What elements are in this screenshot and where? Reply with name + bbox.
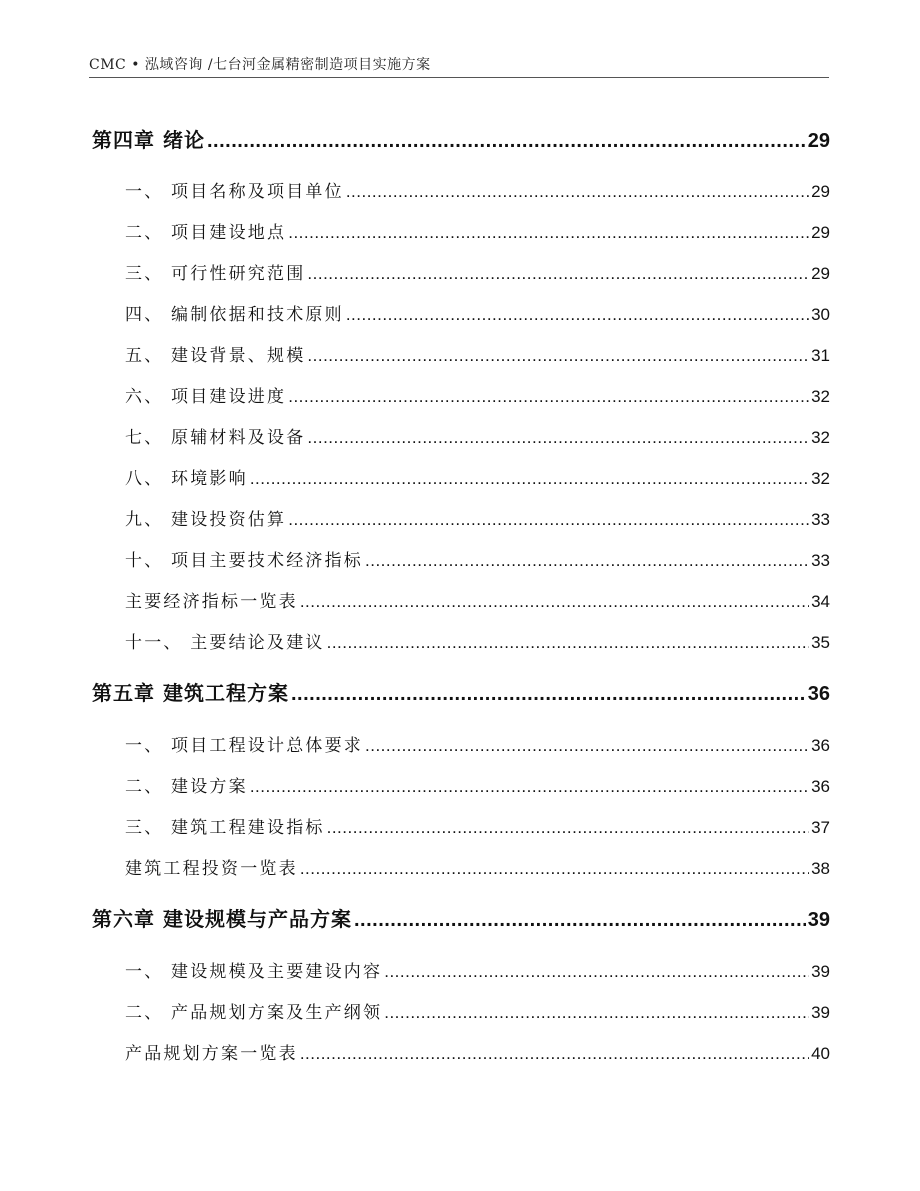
toc-dot-leader bbox=[384, 962, 809, 982]
toc-entry-label: 六、 项目建设进度 bbox=[125, 387, 287, 407]
toc-entry[interactable] bbox=[125, 300, 830, 325]
toc-entry[interactable] bbox=[125, 218, 830, 243]
toc-entry[interactable] bbox=[125, 813, 830, 838]
toc-chapter-4[interactable] bbox=[92, 124, 830, 153]
toc-dot-leader bbox=[307, 264, 809, 284]
toc-dot-leader bbox=[327, 818, 809, 838]
toc-entry[interactable] bbox=[125, 587, 830, 612]
toc-entry[interactable] bbox=[125, 341, 830, 366]
toc-entry-label: 四、 编制依据和技术原则 bbox=[125, 305, 344, 325]
toc-page-number: 40 bbox=[811, 1044, 830, 1063]
toc-page-number: 29 bbox=[811, 264, 830, 283]
toc-entry[interactable] bbox=[125, 423, 830, 448]
toc-page-number: 32 bbox=[811, 469, 830, 488]
toc-dot-leader bbox=[384, 1003, 809, 1023]
toc-dot-leader bbox=[346, 182, 809, 202]
toc-entry[interactable] bbox=[125, 505, 830, 530]
toc-page-number: 30 bbox=[811, 305, 830, 324]
toc-page-number: 29 bbox=[811, 182, 830, 201]
toc-page-number: 32 bbox=[811, 387, 830, 406]
toc-entry-label: 一、 项目工程设计总体要求 bbox=[125, 736, 364, 756]
toc-dot-leader bbox=[354, 909, 806, 932]
toc-entry[interactable] bbox=[125, 382, 830, 407]
toc-entry-label: 主要经济指标一览表 bbox=[125, 592, 298, 612]
toc-chapter-6[interactable] bbox=[92, 903, 830, 932]
toc-entry-label: 三、 可行性研究范围 bbox=[125, 264, 306, 284]
toc-entry-label: 八、 环境影响 bbox=[125, 469, 248, 489]
toc-page-number: 39 bbox=[811, 962, 830, 981]
toc-entry[interactable] bbox=[125, 464, 830, 489]
toc-page-number: 33 bbox=[811, 551, 830, 570]
toc-dot-leader bbox=[300, 859, 809, 879]
toc-entry[interactable] bbox=[125, 772, 830, 797]
toc-dot-leader bbox=[288, 223, 809, 243]
toc-entry-label: 七、 原辅材料及设备 bbox=[125, 428, 306, 448]
toc-entry-label: 第五章 建筑工程方案 bbox=[92, 681, 289, 705]
toc-page-number: 37 bbox=[811, 818, 830, 837]
toc-dot-leader bbox=[346, 305, 809, 325]
toc-entry-label: 第四章 绪论 bbox=[92, 128, 205, 152]
toc-dot-leader bbox=[291, 683, 806, 706]
toc-page-number: 39 bbox=[811, 1003, 830, 1022]
toc-page-number: 38 bbox=[811, 859, 830, 878]
toc-entry-label: 五、 建设背景、规模 bbox=[125, 346, 306, 366]
toc-page-number: 29 bbox=[811, 223, 830, 242]
toc-dot-leader bbox=[307, 346, 809, 366]
toc-entry-label: 二、 建设方案 bbox=[125, 777, 248, 797]
toc-dot-leader bbox=[207, 130, 806, 153]
toc-page-number: 36 bbox=[811, 736, 830, 755]
toc-page-number: 31 bbox=[811, 346, 830, 365]
toc-entry-label: 十一、 主要结论及建议 bbox=[125, 633, 325, 653]
toc-entry-label: 一、 项目名称及项目单位 bbox=[125, 182, 344, 202]
toc-page-number: 32 bbox=[811, 428, 830, 447]
toc-page-number: 36 bbox=[807, 683, 830, 705]
toc-dot-leader bbox=[327, 633, 809, 653]
toc-entry-label: 十、 项目主要技术经济指标 bbox=[125, 551, 364, 571]
toc-dot-leader bbox=[250, 777, 809, 797]
toc-dot-leader bbox=[365, 736, 809, 756]
toc-page-number: 36 bbox=[811, 777, 830, 796]
toc-entry-label: 第六章 建设规模与产品方案 bbox=[92, 907, 352, 931]
toc-dot-leader bbox=[300, 592, 809, 612]
toc-entry[interactable] bbox=[125, 854, 830, 879]
toc-entry-label: 三、 建筑工程建设指标 bbox=[125, 818, 325, 838]
toc-entry[interactable] bbox=[125, 957, 830, 982]
toc-page-number: 29 bbox=[807, 130, 830, 152]
toc-entry[interactable] bbox=[125, 628, 830, 653]
toc-dot-leader bbox=[288, 510, 809, 530]
running-header: CMC • 泓域咨询 /七台河金属精密制造项目实施方案 bbox=[89, 57, 431, 73]
toc-entry-label: 一、 建设规模及主要建设内容 bbox=[125, 962, 383, 982]
toc-entry-label: 产品规划方案一览表 bbox=[125, 1044, 298, 1064]
toc-dot-leader bbox=[288, 387, 809, 407]
toc-dot-leader bbox=[300, 1044, 809, 1064]
toc-entry[interactable] bbox=[125, 177, 830, 202]
toc-entry-label: 二、 项目建设地点 bbox=[125, 223, 287, 243]
toc-entry-label: 九、 建设投资估算 bbox=[125, 510, 287, 530]
toc-dot-leader bbox=[250, 469, 809, 489]
toc-entry[interactable] bbox=[125, 259, 830, 284]
toc-page-number: 35 bbox=[811, 633, 830, 652]
toc-entry[interactable] bbox=[125, 998, 830, 1023]
toc-page-number: 33 bbox=[811, 510, 830, 529]
toc-dot-leader bbox=[365, 551, 809, 571]
toc-entry[interactable] bbox=[125, 546, 830, 571]
toc-dot-leader bbox=[307, 428, 809, 448]
toc-page-number: 39 bbox=[807, 909, 830, 931]
toc-entry-label: 建筑工程投资一览表 bbox=[125, 859, 298, 879]
toc-chapter-5[interactable] bbox=[92, 677, 830, 706]
toc-entry[interactable] bbox=[125, 731, 830, 756]
toc-entry[interactable] bbox=[125, 1039, 830, 1064]
header-divider bbox=[89, 77, 829, 78]
toc-page-number: 34 bbox=[811, 592, 830, 611]
toc-entry-label: 二、 产品规划方案及生产纲领 bbox=[125, 1003, 383, 1023]
